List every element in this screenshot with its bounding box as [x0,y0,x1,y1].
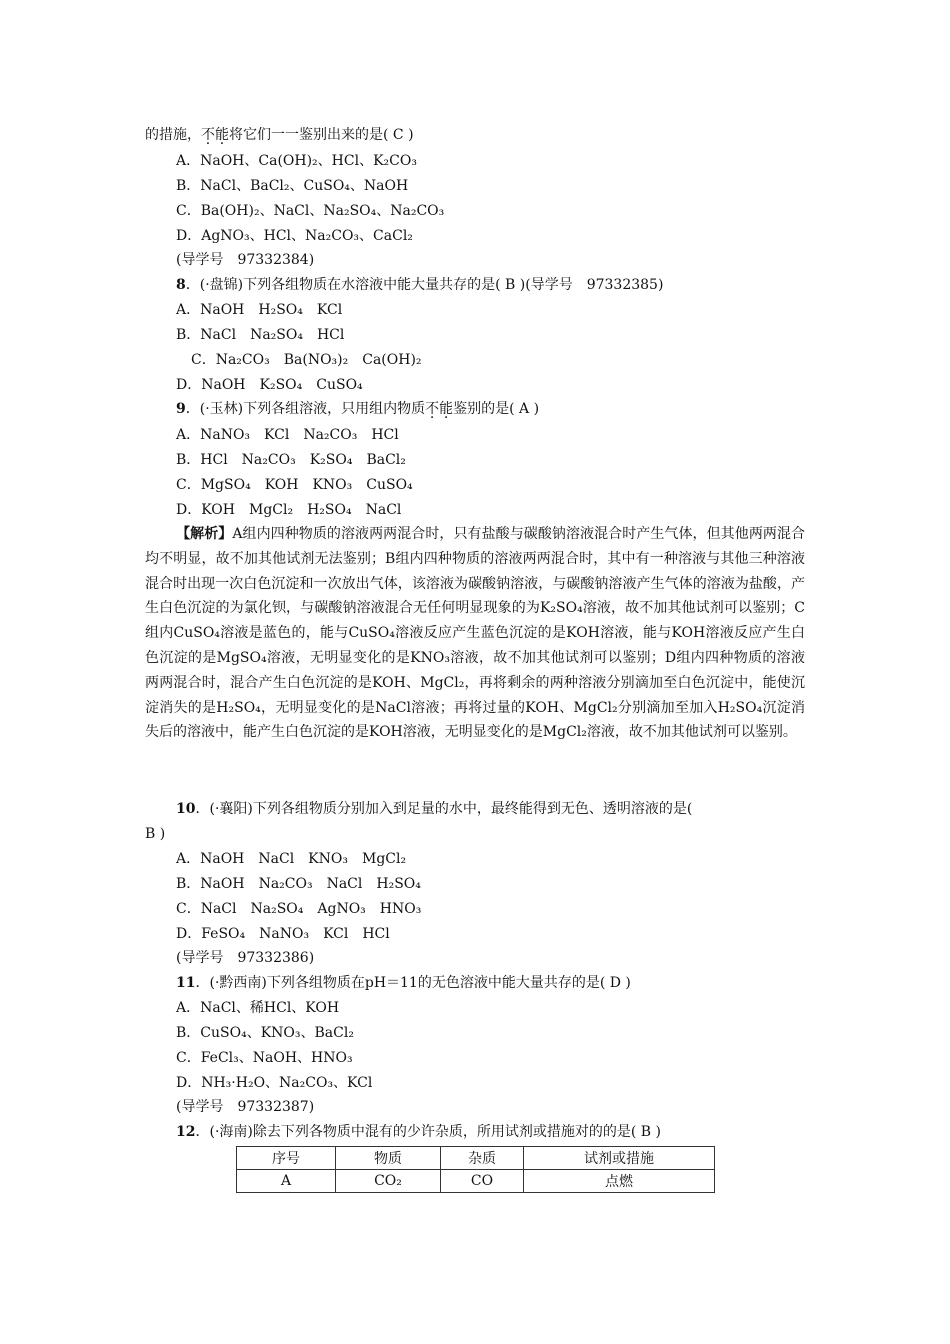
q9-option-a: A．NaNO₃ KCl Na₂CO₃ HCl [176,427,399,443]
q8-option-d: D．NaOH K₂SO₄ CuSO₄ [176,377,363,393]
q11-guide-number: (导学号 97332387) [176,1099,315,1115]
q11-option-c: C．FeCl₃、NaOH、HNO₃ [176,1050,353,1066]
analysis-tag: 【解析】 [176,526,233,542]
table-header-cell: 杂质 [441,1147,524,1170]
q9-analysis [145,522,805,745]
q7-option-d: D．AgNO₃、HCl、Na₂CO₃、CaCl₂ [176,228,413,244]
table-header-cell: 试剂或措施 [524,1147,715,1170]
q12-table [236,1146,715,1193]
table-cell: 点燃 [524,1170,715,1193]
table-header-row [237,1147,715,1170]
q7-guide-number: (导学号 97332384) [176,252,315,268]
q8-option-c: C．Na₂CO₃ Ba(NO₃)₂ Ca(OH)₂ [191,352,422,368]
q10-option-c: C．NaCl Na₂SO₄ AgNO₃ HNO₃ [176,901,422,917]
q11-option-d: D．NH₃·H₂O、Na₂CO₃、KCl [176,1075,373,1091]
table-cell: CO [441,1170,524,1193]
q9-option-c: C．MgSO₄ KOH KNO₃ CuSO₄ [176,477,413,493]
table-header-cell: 物质 [336,1147,441,1170]
table-header-cell: 序号 [237,1147,336,1170]
q11-option-a: A．NaCl、稀HCl、KOH [176,1000,340,1016]
q10-stem-continued: B ) [145,826,166,842]
q9-stem: 9．(·玉林)下列各组溶液，只用组内物质不能鉴别的是( A ) [176,401,540,417]
q10-option-a: A．NaOH NaCl KNO₃ MgCl₂ [176,851,407,867]
q9-option-d: D．KOH MgCl₂ H₂SO₄ NaCl [176,502,402,518]
q7-stem: 的措施，不能将它们一一鉴别出来的是( C ) [145,127,414,143]
table-cell: A [237,1170,336,1193]
q8-option-b: B．NaCl Na₂SO₄ HCl [176,327,345,343]
q8-option-a: A．NaOH H₂SO₄ KCl [176,302,343,318]
q10-guide-number: (导学号 97332386) [176,950,315,966]
q12-stem: 12．(·海南)除去下列各物质中混有的少许杂质，所用试剂或措施对的的是( B ) [176,1124,661,1140]
analysis-text: A组内四种物质的溶液两两混合时，只有盐酸与碳酸钠溶液混合时产生气体，但其他两两混合均不明显，故不加其他试剂无法鉴别；B组内四种物质的溶液两两混合时，其中有一种溶液与其他三种溶液混合时出现一次白色沉淀和一次放出气体，该溶液为碳酸钠溶液，与碳酸钠溶液产生气体的溶液为盐酸，产生白色沉淀的为氯化钡，与碳酸钠溶液混合无任何明显现象的为K₂SO₄溶液，故不加其他试剂可以鉴别；C组内CuSO₄溶液是蓝色的，能与CuSO₄溶液反应产生蓝色沉淀的是KOH溶液，能与KOH溶液反应产生白色沉淀的是MgSO₄溶液，无明显变化的是KNO₃溶液，故不加其他试剂可以鉴别；D组内四种物质的溶液两两混合时，混合产生白色沉淀的是KOH、MgCl₂，再将剩余的两种溶液分别滴加至白色沉淀中，能使沉淀消失的是H₂SO₄，无明显变化的是NaCl溶液；再将过量的KOH、MgCl₂分别滴加至加入H₂SO₄沉淀消失后的溶液中，能产生白色沉淀的是KOH溶液，无明显变化的是MgCl₂溶液，故不加其他试剂可以鉴别。 [145,526,806,741]
q9-option-b: B．HCl Na₂CO₃ K₂SO₄ BaCl₂ [176,452,406,468]
q7-option-a: A．NaOH、Ca(OH)₂、HCl、K₂CO₃ [176,153,417,169]
table-cell: CO₂ [336,1170,441,1193]
q10-option-b: B．NaOH Na₂CO₃ NaCl H₂SO₄ [176,876,421,892]
q10-stem: 10．(·襄阳)下列各组物质分别加入到足量的水中，最终能得到无色、透明溶液的是( [176,801,693,817]
q7-option-c: C．Ba(OH)₂、NaCl、Na₂SO₄、Na₂CO₃ [176,203,445,219]
table-row [237,1170,715,1193]
q10-option-d: D．FeSO₄ NaNO₃ KCl HCl [176,926,390,942]
q11-stem: 11．(·黔西南)下列各组物质在pH＝11的无色溶液中能大量共存的是( D ) [176,975,631,991]
q7-option-b: B．NaCl、BaCl₂、CuSO₄、NaOH [176,178,409,194]
q11-option-b: B．CuSO₄、KNO₃、BaCl₂ [176,1025,354,1041]
q8-stem: 8．(·盘锦)下列各组物质在水溶液中能大量共存的是( B )(导学号 97332385) [176,277,664,293]
